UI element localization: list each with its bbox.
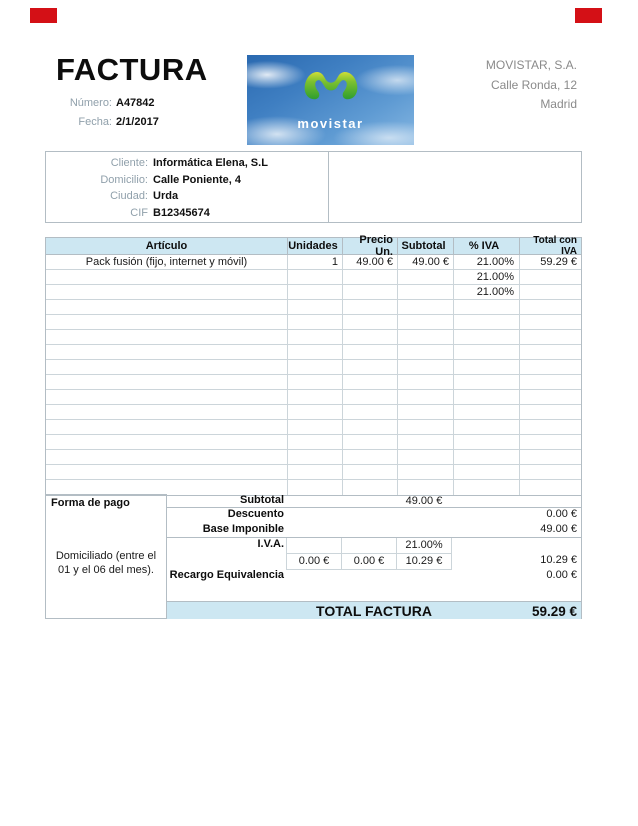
table-cell: 59.29 € <box>540 256 577 268</box>
table-cell <box>454 420 520 434</box>
table-cell <box>520 405 581 419</box>
page-title: FACTURA <box>56 52 208 87</box>
table-cell <box>46 450 288 464</box>
table-cell: 1 <box>288 255 343 269</box>
client-row <box>46 155 581 172</box>
base-imponible-label: Base Imponible <box>202 523 284 535</box>
table-row <box>46 285 581 300</box>
iva-amount-cell: 0.00 € <box>341 554 396 570</box>
base-imponible-row <box>167 523 581 538</box>
recargo-label: Recargo Equivalencia <box>169 569 284 581</box>
table-cell <box>288 435 343 449</box>
iva-rate-cell <box>286 538 341 554</box>
table-cell <box>46 315 288 329</box>
discount-row <box>167 508 581 523</box>
table-row <box>46 255 581 270</box>
table-cell <box>454 390 520 404</box>
column-header-iva: % IVA <box>454 238 520 254</box>
invoice-date-row <box>40 112 159 131</box>
table-cell <box>520 300 581 314</box>
table-cell <box>398 480 454 495</box>
invoice-number-row <box>40 93 159 112</box>
line-items-table <box>45 234 582 496</box>
table-cell <box>398 420 454 434</box>
iva-amount-row <box>167 554 581 569</box>
table-cell <box>398 375 454 389</box>
table-cell <box>288 300 343 314</box>
table-cell <box>454 450 520 464</box>
client-row <box>46 172 581 189</box>
table-cell: 21.00% <box>454 285 520 299</box>
table-cell <box>288 330 343 344</box>
iva-rate-cell <box>341 538 396 554</box>
table-row <box>46 480 581 495</box>
table-cell <box>288 315 343 329</box>
invoice-meta <box>40 93 159 131</box>
table-cell <box>343 450 398 464</box>
table-cell <box>520 390 581 404</box>
table-cell <box>343 465 398 479</box>
table-row <box>46 330 581 345</box>
table-cell <box>454 345 520 359</box>
table-cell <box>288 360 343 374</box>
table-cell <box>343 420 398 434</box>
table-cell: 49.00 € <box>398 255 454 269</box>
recargo-value: 0.00 € <box>546 569 577 581</box>
table-cell <box>46 330 288 344</box>
payment-method-label: Forma de pago <box>51 497 130 509</box>
table-cell <box>454 435 520 449</box>
table-cell <box>343 270 398 284</box>
table-cell <box>46 345 288 359</box>
table-cell <box>46 300 288 314</box>
table-row <box>46 465 581 480</box>
discount-label: Descuento <box>227 508 284 520</box>
table-cell <box>343 480 398 495</box>
client-cif-label: CIF <box>130 206 148 219</box>
table-cell <box>520 480 581 495</box>
table-cell <box>398 330 454 344</box>
table-cell <box>398 435 454 449</box>
iva-rate-cell: 21.00% <box>396 538 452 554</box>
column-header-total: Total con IVA <box>533 235 577 257</box>
table-cell <box>454 360 520 374</box>
table-cell <box>520 360 581 374</box>
table-cell: 21.00% <box>454 255 520 269</box>
subtotal-value: 49.00 € <box>405 495 443 507</box>
table-cell <box>288 375 343 389</box>
table-cell <box>343 405 398 419</box>
movistar-m-icon <box>298 59 364 113</box>
table-cell <box>454 465 520 479</box>
table-cell <box>343 390 398 404</box>
table-cell <box>288 390 343 404</box>
client-city-label: Ciudad: <box>110 190 148 203</box>
red-corner-mark-left <box>30 8 57 23</box>
client-box-divider <box>328 152 329 222</box>
company-city: Madrid <box>540 97 577 111</box>
movistar-logo-image <box>247 55 414 145</box>
table-cell <box>46 420 288 434</box>
table-row <box>46 270 581 285</box>
base-imponible-value: 49.00 € <box>540 523 577 535</box>
table-cell <box>520 450 581 464</box>
iva-rate-row <box>167 538 581 554</box>
table-cell <box>46 270 288 284</box>
empty-cell <box>341 494 396 509</box>
table-row <box>46 450 581 465</box>
table-cell <box>398 465 454 479</box>
table-cell <box>454 315 520 329</box>
iva-amount-cell: 10.29 € <box>396 554 452 570</box>
client-address-value: Calle Poniente, 4 <box>153 173 242 186</box>
table-cell <box>343 285 398 299</box>
table-cell <box>288 450 343 464</box>
table-cell <box>288 405 343 419</box>
table-cell <box>398 450 454 464</box>
table-header-row <box>46 234 581 258</box>
table-body <box>46 255 581 495</box>
table-cell <box>288 270 343 284</box>
table-cell <box>454 480 520 495</box>
table-cell <box>288 420 343 434</box>
column-header-precio: Precio Un. <box>343 238 398 254</box>
column-header-articulo: Artículo <box>46 238 288 254</box>
total-factura-label: TOTAL FACTURA <box>316 603 432 619</box>
iva-rate-cells <box>286 538 452 554</box>
column-header-subtotal: Subtotal <box>398 238 454 254</box>
column-header-unidades: Unidades <box>288 238 343 254</box>
table-cell <box>454 375 520 389</box>
table-row <box>46 405 581 420</box>
table-cell: 21.00% <box>454 270 520 284</box>
iva-label: I.V.A. <box>257 538 284 550</box>
table-cell <box>520 375 581 389</box>
table-cell <box>520 420 581 434</box>
table-cell <box>398 360 454 374</box>
table-cell <box>288 465 343 479</box>
iva-amount-cell: 0.00 € <box>286 554 341 570</box>
table-cell <box>520 315 581 329</box>
subtotal-cellstrip <box>286 494 452 509</box>
totals-section <box>45 494 582 619</box>
empty-cell <box>286 494 341 509</box>
table-cell <box>398 315 454 329</box>
payment-method-box <box>45 494 167 619</box>
totals-grid <box>167 494 582 619</box>
company-street: Calle Ronda, 12 <box>490 77 577 92</box>
table-cell <box>46 405 288 419</box>
discount-value: 0.00 € <box>546 508 577 520</box>
table-cell <box>46 480 288 495</box>
movistar-wordmark: movistar <box>297 116 364 131</box>
table-cell <box>398 405 454 419</box>
table-cell <box>46 285 288 299</box>
company-address-block <box>430 56 577 115</box>
table-cell <box>343 330 398 344</box>
table-cell: 49.00 € <box>343 255 398 269</box>
table-cell: Pack fusión (fijo, internet y móvil) <box>46 255 288 269</box>
client-cif-value: B12345674 <box>153 206 210 219</box>
table-cell <box>520 330 581 344</box>
table-cell <box>46 390 288 404</box>
table-cell <box>46 465 288 479</box>
table-cell <box>343 435 398 449</box>
table-cell <box>46 375 288 389</box>
table-cell <box>398 270 454 284</box>
subtotal-row <box>167 494 581 508</box>
table-cell <box>520 270 581 284</box>
client-info-box <box>45 151 582 223</box>
subtotal-label: Subtotal <box>240 494 284 506</box>
table-cell <box>520 345 581 359</box>
table-cell <box>288 285 343 299</box>
table-cell <box>343 345 398 359</box>
table-cell <box>520 435 581 449</box>
table-cell <box>520 465 581 479</box>
table-row <box>46 390 581 405</box>
iva-amount-cells <box>286 554 452 570</box>
table-cell <box>398 345 454 359</box>
table-cell <box>343 300 398 314</box>
iva-total-value: 10.29 € <box>540 554 577 566</box>
table-row <box>46 300 581 315</box>
table-row <box>46 315 581 330</box>
invoice-date-label: Fecha: <box>78 115 112 128</box>
table-cell <box>398 390 454 404</box>
table-cell <box>288 345 343 359</box>
table-cell <box>343 375 398 389</box>
recargo-row <box>167 569 581 584</box>
total-factura-row <box>167 601 581 619</box>
payment-method-note: Domiciliado (entre el 01 y el 06 del mes). <box>55 550 157 576</box>
company-name: MOVISTAR, S.A. <box>485 58 577 72</box>
table-cell <box>46 360 288 374</box>
client-city-value: Urda <box>153 190 179 203</box>
invoice-number-label: Número: <box>69 96 112 109</box>
invoice-date-value: 2/1/2017 <box>116 115 159 128</box>
table-cell <box>343 360 398 374</box>
table-row <box>46 375 581 390</box>
table-cell <box>520 285 581 299</box>
table-cell <box>454 330 520 344</box>
client-name-label: Cliente: <box>110 157 148 170</box>
client-row <box>46 188 581 205</box>
red-corner-mark-right <box>575 8 602 23</box>
table-cell <box>454 300 520 314</box>
table-row <box>46 435 581 450</box>
table-cell <box>398 300 454 314</box>
invoice-number-value: A47842 <box>116 96 155 109</box>
client-name-value: Informática Elena, S.L <box>153 157 268 170</box>
table-cell <box>46 435 288 449</box>
table-row <box>46 345 581 360</box>
client-address-label: Domicilio: <box>100 173 148 186</box>
table-cell <box>288 480 343 495</box>
table-cell <box>454 405 520 419</box>
total-factura-value: 59.29 € <box>531 604 577 619</box>
client-row <box>46 205 581 222</box>
table-cell <box>398 285 454 299</box>
table-cell <box>343 315 398 329</box>
table-row <box>46 420 581 435</box>
table-row <box>46 360 581 375</box>
